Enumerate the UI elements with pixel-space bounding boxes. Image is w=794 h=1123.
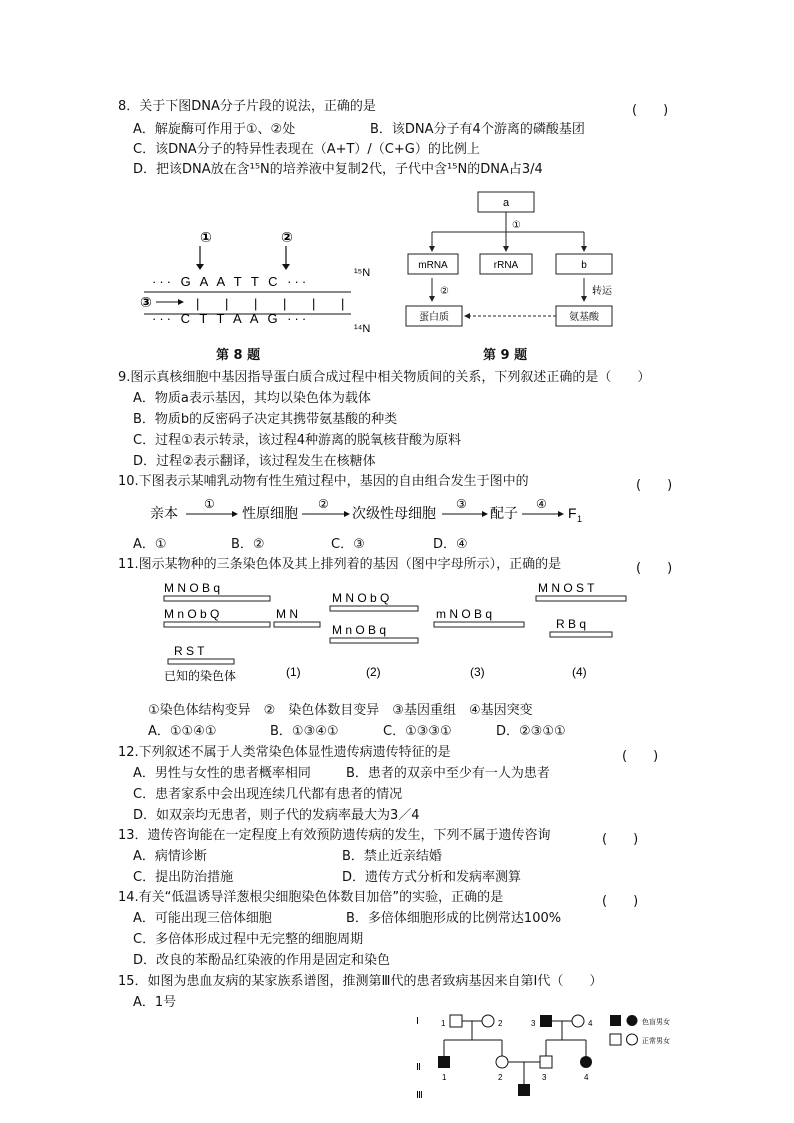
flow-secondary-cell: 次级性母细胞 <box>352 505 436 521</box>
q9-option-b: B．物质b的反密码子决定其携带氨基酸的种类 <box>133 412 398 427</box>
step-1-label: ① <box>512 220 521 231</box>
reproduction-flow-figure <box>150 496 590 530</box>
q9-figure-caption: 第 9 题 <box>483 348 528 363</box>
box-rrna-label: rRNA <box>493 260 519 271</box>
q11-option-a: A．①①④① <box>148 724 217 739</box>
q13-option-c: C．提出防治措施 <box>133 870 234 885</box>
q9-option-d: D．过程②表示翻译，该过程发生在核糖体 <box>133 454 376 469</box>
arrow-1-head <box>196 264 204 270</box>
known-chromosome-3-genes: R S T <box>174 644 205 658</box>
q8-option-a: A．解旋酶可作用于①、②处 <box>133 122 296 137</box>
site-1-label: ① <box>200 229 212 245</box>
chromosome-figure <box>160 580 640 690</box>
q8-figure-caption: 第 8 题 <box>216 348 261 363</box>
box-b-label: b <box>581 260 587 271</box>
variant-2-label: (2) <box>366 665 381 679</box>
I-4-number: 4 <box>588 1019 593 1028</box>
legend-normal-female <box>627 1034 638 1045</box>
II-2-number: 2 <box>498 1073 503 1082</box>
II-4-affected-female <box>580 1056 592 1068</box>
flow-step-3: ③ <box>456 497 467 511</box>
II-4-number: 4 <box>584 1073 589 1082</box>
q14-option-c: C．多倍体形成过程中无完整的细胞周期 <box>133 932 364 947</box>
II-3-normal-male <box>540 1056 552 1068</box>
II-2-normal-female <box>496 1056 508 1068</box>
q11-legend: ①染色体结构变异 ② 染色体数目变异 ③基因重组 ④基因突变 <box>148 703 533 718</box>
q12-stem: 12.下列叙述不属于人类常染色体显性遗传病遗传特征的是 <box>118 745 451 760</box>
known-chromosome-caption: 已知的染色体 <box>164 669 237 683</box>
q10-option-a: A．① <box>133 537 167 552</box>
flow-germ-cell: 性原细胞 <box>242 505 298 521</box>
q11-answer-paren: ( ) <box>636 561 673 576</box>
bottom-strand: ··· C T T A A G ··· <box>152 311 310 326</box>
q8-option-c: C．该DNA分子的特异性表现在（A+T）/（C+G）的比例上 <box>133 142 480 157</box>
q14-option-b: B．多倍体细胞形成的比例常达100% <box>346 911 562 926</box>
generation-III-label: Ⅲ <box>416 1090 423 1101</box>
n14-label: ¹⁴N <box>354 323 371 335</box>
transport-label: 转运 <box>592 286 612 297</box>
site-3-label: ③ <box>140 294 152 310</box>
box-a-label: a <box>502 197 510 209</box>
q12-option-d: D．如双亲均无患者，则子代的发病率最大为3／4 <box>133 808 420 823</box>
q14-option-d: D．改良的苯酚品红染液的作用是固定和染色 <box>133 953 391 968</box>
q15-option-a: A．1号 <box>133 995 177 1010</box>
top-strand: ··· G A A T T C ··· <box>152 274 310 289</box>
legend-normal-label: 正常男女 <box>642 1038 670 1045</box>
II-1-number: 1 <box>442 1073 447 1082</box>
variant-1-label: (1) <box>286 665 301 679</box>
q10-option-b: B．② <box>231 537 265 552</box>
variant-4-label: (4) <box>572 665 587 679</box>
q14-answer-paren: ( ) <box>602 894 639 909</box>
I-2-normal-female <box>482 1015 494 1027</box>
q13-option-a: A．病情诊断 <box>133 849 207 864</box>
known-chromosomes <box>164 581 270 683</box>
dna-figure <box>136 222 386 342</box>
q10-option-c: C．③ <box>331 537 365 552</box>
variant-2a-genes: M N O b Q <box>332 591 390 605</box>
legend-normal-male <box>610 1034 621 1045</box>
I-4-normal-female <box>572 1015 584 1027</box>
q13-answer-paren: ( ) <box>602 832 639 847</box>
site-2-label: ② <box>281 229 293 245</box>
variant-3-label: (3) <box>470 665 485 679</box>
q10-answer-paren: ( ) <box>636 478 673 493</box>
variant-4b-genes: R B q <box>556 617 587 631</box>
II-3-number: 3 <box>542 1073 547 1082</box>
q8-answer-paren: ( ) <box>632 103 669 118</box>
q12-option-b: B．患者的双亲中至少有一人为患者 <box>346 766 550 781</box>
box-aa-label: 氨基酸 <box>569 312 599 323</box>
q10-stem: 10.下图表示某哺乳动物有性生殖过程中，基因的自由组合发生于图中的 <box>118 474 529 489</box>
q13-option-b: B．禁止近亲结婚 <box>342 849 442 864</box>
q12-option-c: C．患者家系中会出现连续几代都有患者的情况 <box>133 787 403 802</box>
q10-option-d: D．④ <box>433 537 468 552</box>
q13-stem: 13．遗传咨询能在一定程度上有效预防遗传病的发生，下列不属于遗传咨询 <box>118 828 551 843</box>
I-3-number: 3 <box>531 1019 536 1028</box>
legend-affected-male <box>610 1015 621 1026</box>
I-1-number: 1 <box>441 1019 446 1028</box>
q14-option-a: A．可能出现三倍体细胞 <box>133 911 272 926</box>
flow-step-1: ① <box>204 497 215 511</box>
flow-step-2: ② <box>318 497 329 511</box>
flow-f1-subscript: 1 <box>577 514 583 524</box>
box-protein-label: 蛋白质 <box>419 312 449 323</box>
flow-parent: 亲本 <box>150 505 178 521</box>
II-1-affected-male <box>438 1056 450 1068</box>
variant-3 <box>434 607 524 679</box>
q11-option-b: B．①③④① <box>270 724 339 739</box>
q8-option-d: D．把该DNA放在含¹⁵N的培养液中复制2代，子代中含¹⁵N的DNA占3/4 <box>133 162 543 177</box>
flow-step-4: ④ <box>536 497 547 511</box>
known-chromosome-2-genes: M n O b Q <box>164 607 220 621</box>
q9-option-c: C．过程①表示转录，该过程4种游离的脱氧核苷酸为原料 <box>133 433 462 448</box>
arrow-2-head <box>282 264 290 270</box>
pedigree-chart <box>410 1006 700 1116</box>
box-mrna-label: mRNA <box>418 260 448 271</box>
q12-option-a: A．男性与女性的患者概率相同 <box>133 766 311 781</box>
variant-3-genes: m N O B q <box>436 607 493 621</box>
III-1-affected-male <box>518 1084 530 1096</box>
generation-I-label: Ⅰ <box>416 1016 419 1027</box>
variant-2b-genes: M n O B q <box>332 623 387 637</box>
q8-stem: 8．关于下图DNA分子片段的说法，正确的是 <box>118 99 376 114</box>
flow-f1: F <box>568 505 577 521</box>
flow-gamete: 配子 <box>490 505 518 521</box>
generation-II-label: Ⅱ <box>416 1062 421 1073</box>
variant-4a-genes: M N O S T <box>538 581 595 595</box>
q13-option-d: D．遗传方式分析和发病率测算 <box>342 870 522 885</box>
q14-stem: 14.有关“低温诱导洋葱根尖细胞染色体数目加倍”的实验，正确的是 <box>118 890 504 905</box>
base-pair-bonds: | | | | | | <box>196 296 356 311</box>
variant-4 <box>536 581 626 679</box>
q12-answer-paren: ( ) <box>622 749 659 764</box>
variant-1 <box>274 607 320 679</box>
arrow-3-head <box>178 299 184 305</box>
legend-affected-label: 色盲男女 <box>642 1019 670 1026</box>
q8-option-b: B．该DNA分子有4个游离的磷酸基团 <box>370 122 585 137</box>
q9-option-a: A．物质a表示基因，其均以染色体为载体 <box>133 391 371 406</box>
known-chromosome-1-genes: M N O B q <box>164 581 221 595</box>
q11-stem: 11.图示某物种的三条染色体及其上排列着的基因（图中字母所示），正确的是 <box>118 557 562 572</box>
step-2-label: ② <box>440 286 449 297</box>
legend-affected-female <box>627 1015 638 1026</box>
variant-2 <box>330 591 418 679</box>
q15-stem: 15．如图为患血友病的某家族系谱图，推测第Ⅲ代的患者致病基因来自第Ⅰ代（ ） <box>118 974 603 989</box>
n15-label: ¹⁵N <box>354 267 371 279</box>
q11-option-d: D．②③①① <box>496 724 566 739</box>
q11-option-c: C．①③③① <box>383 724 452 739</box>
gene-expression-figure <box>404 186 624 336</box>
variant-1-genes: M N <box>276 607 298 621</box>
I-3-affected-male <box>540 1015 552 1027</box>
I-1-normal-male <box>450 1015 462 1027</box>
I-2-number: 2 <box>498 1019 503 1028</box>
q9-stem: 9.图示真核细胞中基因指导蛋白质合成过程中相关物质间的关系，下列叙述正确的是（ ） <box>118 370 651 385</box>
